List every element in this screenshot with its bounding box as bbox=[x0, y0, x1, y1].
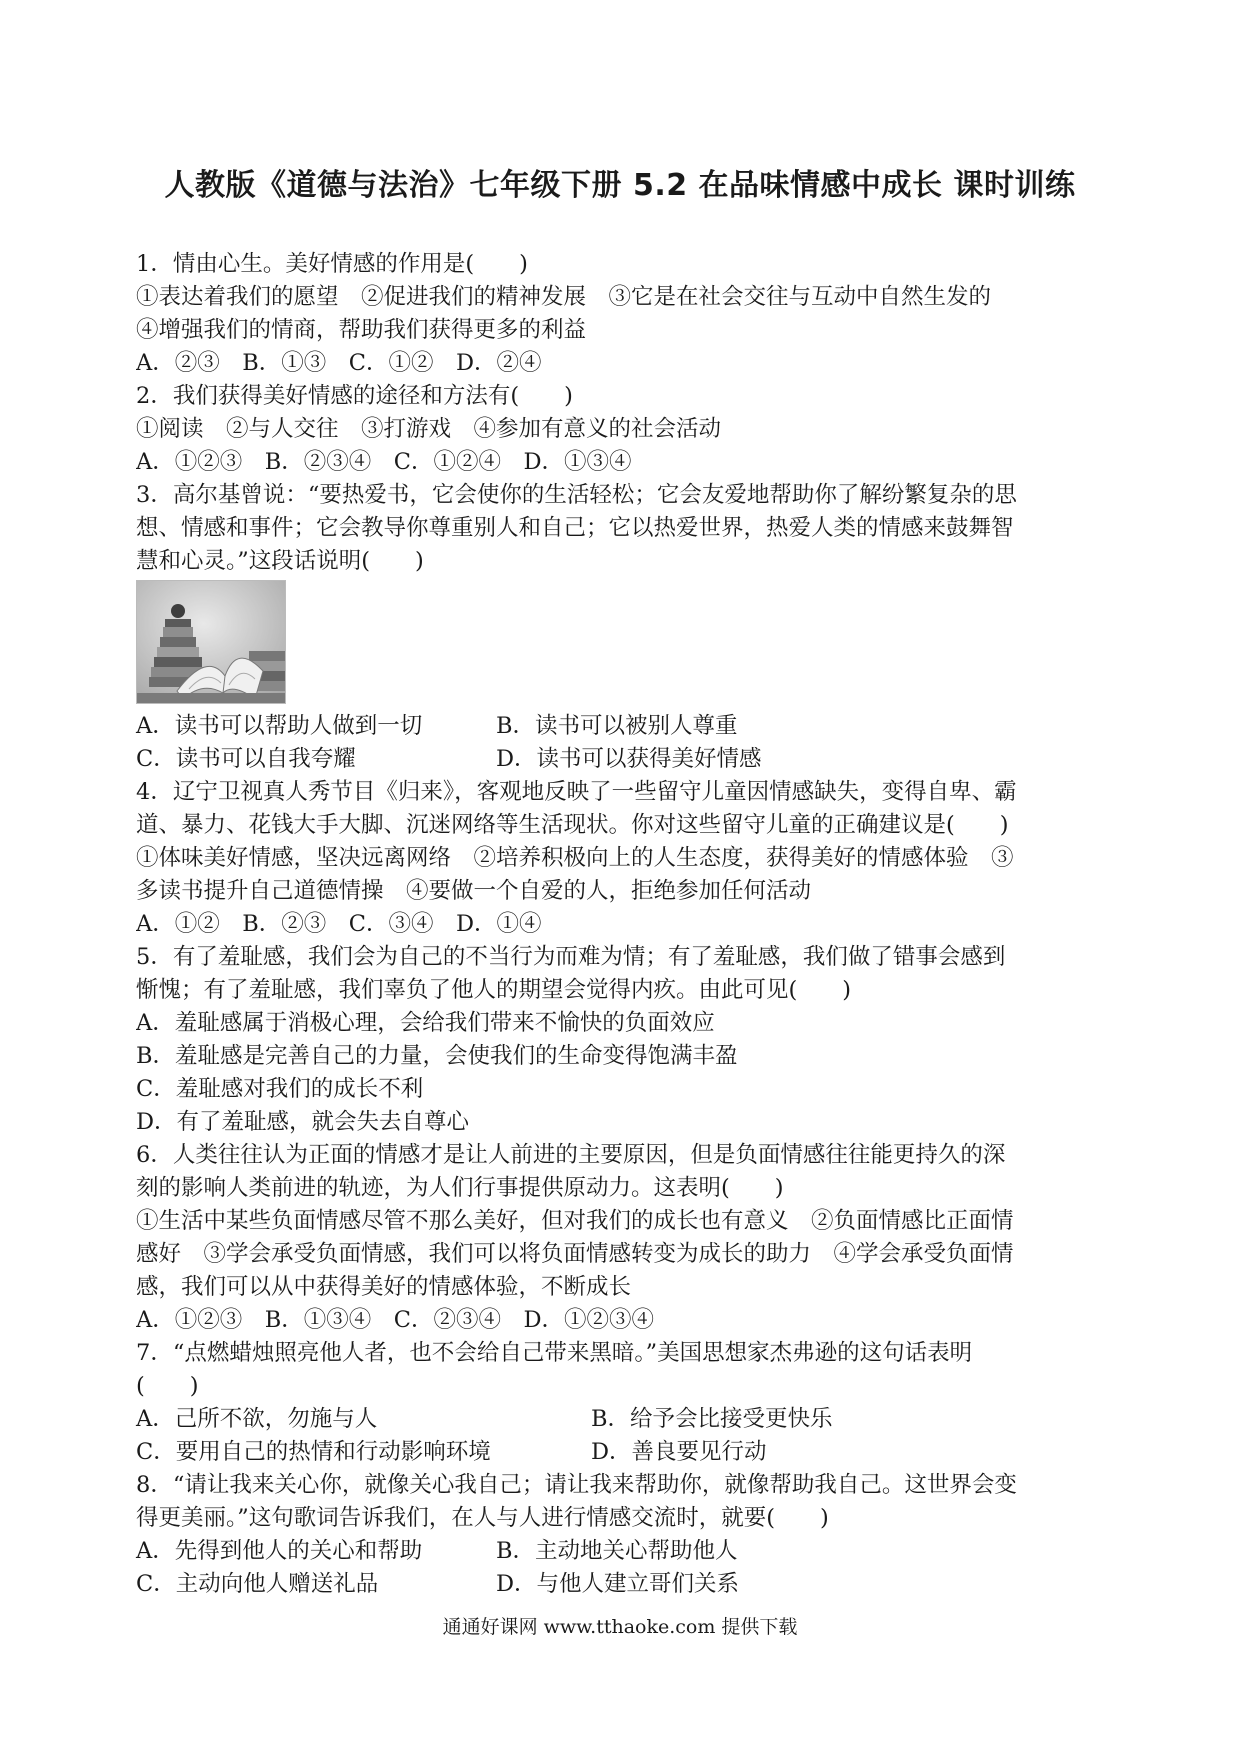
question-4-options: A．①② B．②③ C．③④ D．①④ bbox=[136, 911, 542, 937]
question-5-stem-line-2: 惭愧；有了羞耻感，我们辜负了他人的期望会觉得内疚。由此可见( ) bbox=[136, 977, 852, 1003]
question-3-options-row-2 bbox=[136, 743, 1111, 776]
question-5-stem-line-1: 5．有了羞耻感，我们会为自己的不当行为而难为情；有了羞耻感，我们做了错事会感到 bbox=[136, 944, 1006, 970]
question-8-options-row-2 bbox=[136, 1568, 1111, 1601]
question-6-statements-line-2: 感好 ③学会承受负面情感，我们可以将负面情感转变为成长的助力 ④学会承受负面情 bbox=[136, 1241, 1014, 1267]
page-title: 人教版《道德与法治》七年级下册 5.2 在品味情感中成长 课时训练 bbox=[164, 168, 1076, 203]
question-4-statements-line-2: 多读书提升自己道德情操 ④要做一个自爱的人，拒绝参加任何活动 bbox=[136, 878, 812, 904]
question-2-stem: 2．我们获得美好情感的途径和方法有( ) bbox=[136, 383, 573, 409]
question-6-statements-line-3: 感，我们可以从中获得美好的情感体验，不断成长 bbox=[136, 1274, 632, 1300]
question-8-stem-line-1: 8．“请让我来关心你，就像关心我自己；请让我来帮助你，就像帮助我自己。这世界会变 bbox=[136, 1472, 1017, 1498]
question-1-stem: 1．情由心生。美好情感的作用是( ) bbox=[136, 251, 528, 277]
question-8-option-d: D．与他人建立哥们关系 bbox=[496, 1571, 740, 1597]
question-5-option-c: C．羞耻感对我们的成长不利 bbox=[136, 1076, 424, 1102]
question-4-statements-line-1: ①体味美好情感，坚决远离网络 ②培养积极向上的人生态度，获得美好的情感体验 ③ bbox=[136, 845, 1014, 871]
question-6-stem-line-2: 刻的影响人类前进的轨迹，为人们行事提供原动力。这表明( ) bbox=[136, 1175, 784, 1201]
question-7-option-b: B．给予会比接受更快乐 bbox=[591, 1406, 833, 1432]
question-7-option-d: D．善良要见行动 bbox=[591, 1439, 767, 1465]
question-7-stem-line-1: 7．“点燃蜡烛照亮他人者，也不会给自己带来黑暗。”美国思想家杰弗逊的这句话表明 bbox=[136, 1340, 973, 1366]
question-3-option-d: D．读书可以获得美好情感 bbox=[496, 746, 762, 772]
question-6-options: A．①②③ B．①③④ C．②③④ D．①②③④ bbox=[136, 1307, 655, 1333]
books-photo-icon bbox=[136, 580, 286, 704]
question-8-options-row-1 bbox=[136, 1535, 1111, 1568]
question-3-option-b: B．读书可以被别人尊重 bbox=[496, 713, 738, 739]
question-6-stem-line-1: 6．人类往往认为正面的情感才是让人前进的主要原因，但是负面情感往往能更持久的深 bbox=[136, 1142, 1006, 1168]
question-3-stem-line-2: 想、情感和事件；它会教导你尊重别人和自己；它以热爱世界，热爱人类的情感来鼓舞智 bbox=[136, 515, 1014, 541]
question-2-options: A．①②③ B．②③④ C．①②④ D．①③④ bbox=[136, 449, 632, 475]
question-1-statements-line-2: ④增强我们的情商，帮助我们获得更多的利益 bbox=[136, 317, 587, 343]
question-7-option-c: C．要用自己的热情和行动影响环境 bbox=[136, 1439, 491, 1465]
question-3-stem-line-1: 3．高尔基曾说：“要热爱书，它会使你的生活轻松；它会友爱地帮助你了解纷繁复杂的思 bbox=[136, 482, 1017, 508]
question-3-stem-line-3: 慧和心灵。”这段话说明( ) bbox=[136, 548, 424, 574]
question-7-options-row-1 bbox=[136, 1403, 1111, 1436]
question-3-option-c: C．读书可以自我夸耀 bbox=[136, 746, 356, 772]
question-6-statements-line-1: ①生活中某些负面情感尽管不那么美好，但对我们的成长也有意义 ②负面情感比正面情 bbox=[136, 1208, 1014, 1234]
question-7-option-a: A．己所不欲，勿施与人 bbox=[136, 1406, 378, 1432]
question-3-option-a: A．读书可以帮助人做到一切 bbox=[136, 713, 423, 739]
question-7-options-row-2 bbox=[136, 1436, 1111, 1469]
question-5-option-d: D．有了羞耻感，就会失去自尊心 bbox=[136, 1109, 470, 1135]
question-2-statements: ①阅读 ②与人交往 ③打游戏 ④参加有意义的社会活动 bbox=[136, 416, 722, 442]
question-1-statements-line-1: ①表达着我们的愿望 ②促进我们的精神发展 ③它是在社会交往与互动中自然生发的 bbox=[136, 284, 992, 310]
question-8-option-a: A．先得到他人的关心和帮助 bbox=[136, 1538, 423, 1564]
question-8-option-c: C．主动向他人赠送礼品 bbox=[136, 1571, 379, 1597]
question-8-option-b: B．主动地关心帮助他人 bbox=[496, 1538, 738, 1564]
page-footer: 通通好课网 www.tthaoke.com 提供下载 bbox=[442, 1616, 798, 1638]
question-3-options-row-1 bbox=[136, 710, 1111, 743]
question-4-stem-line-2: 道、暴力、花钱大手大脚、沉迷网络等生活现状。你对这些留守儿童的正确建议是( ) bbox=[136, 812, 1009, 838]
question-list bbox=[136, 248, 1111, 1601]
books-illustration bbox=[137, 581, 285, 703]
question-4-stem-line-1: 4．辽宁卫视真人秀节目《归来》，客观地反映了一些留守儿童因情感缺失，变得自卑、霸 bbox=[136, 779, 1017, 805]
question-5-option-b: B．羞耻感是完善自己的力量，会使我们的生命变得饱满丰盈 bbox=[136, 1043, 738, 1069]
question-7-stem-line-2: ( ) bbox=[136, 1373, 199, 1399]
question-5-option-a: A．羞耻感属于消极心理，会给我们带来不愉快的负面效应 bbox=[136, 1010, 715, 1036]
question-8-stem-line-2: 得更美丽。”这句歌词告诉我们，在人与人进行情感交流时，就要( ) bbox=[136, 1505, 829, 1531]
question-1-options: A．②③ B．①③ C．①② D．②④ bbox=[136, 350, 542, 376]
